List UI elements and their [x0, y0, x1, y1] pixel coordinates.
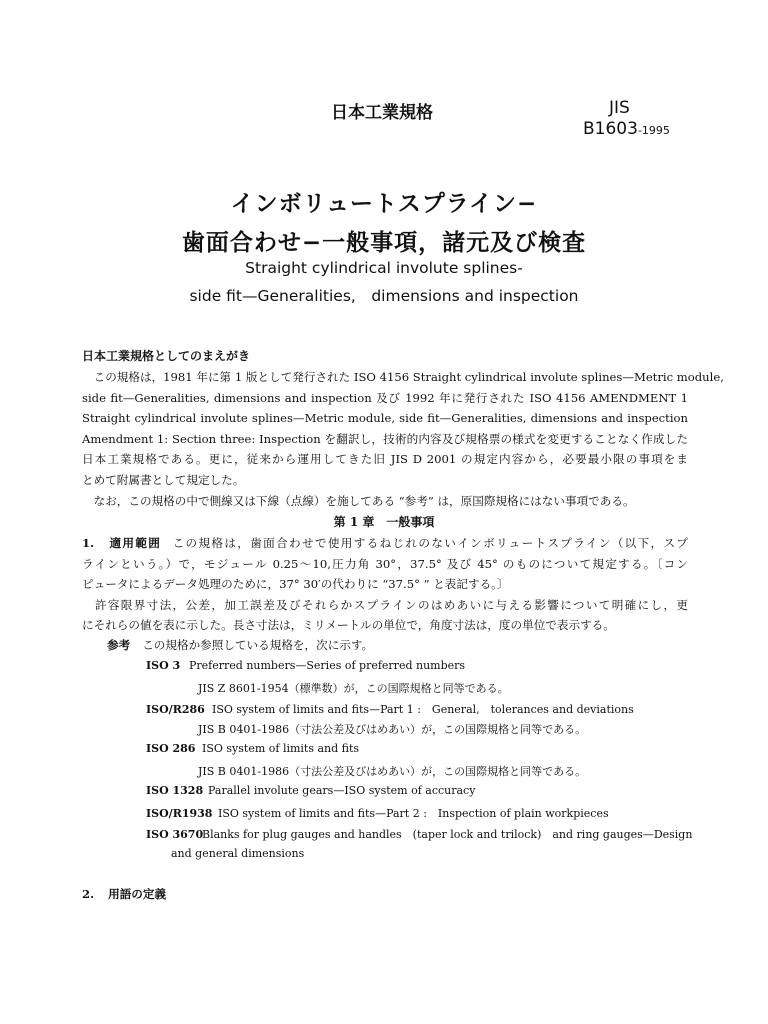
- reference-text: JIS B 0401-1986（寸法公差及びはめあい）が，この国際規格と同等である。: [198, 723, 587, 736]
- title-en-line2: side fit—Generalities, dimensions and inspection: [189, 287, 579, 305]
- reference-code: ISO 3670: [146, 828, 204, 841]
- reference-item: [146, 742, 359, 755]
- reference-continuation: [171, 847, 304, 860]
- reference-equivalent: [198, 721, 586, 737]
- preface-line: 日本工業規格である。更に，従来から運用してきた旧 JIS D 2001 の規定内容から，必要最小限の事項をま: [82, 452, 688, 467]
- reference-intro: [107, 637, 373, 653]
- reference-text: ISO system of limits and fits—Part 1 : General, tolerances and deviations: [212, 703, 634, 716]
- reference-item: [146, 701, 634, 717]
- title-jp-line1: インボリュートスプライン−: [230, 191, 538, 217]
- reference-code: ISO 1328: [146, 784, 204, 797]
- header-std-year: -1995: [637, 124, 670, 137]
- section2-title: 用語の定義: [108, 887, 167, 901]
- section1-number: 1.: [82, 536, 95, 550]
- section1-line: にそれらの値を表に示した。長さ寸法は，ミリメートルの単位で，角度寸法は，度の単位で表示する。: [82, 618, 615, 633]
- reference-text: ISO system of limits and fits—Part 2 : Inspection of plain workpieces: [218, 807, 609, 820]
- title-en-line1: Straight cylindrical involute splines-: [245, 259, 523, 277]
- header-std-prefix: JIS: [609, 98, 630, 118]
- reference-text: JIS Z 8601-1954（標準数）が，この国際規格と同等である。: [198, 682, 509, 695]
- reference-code: ISO/R286: [146, 703, 205, 716]
- reference-code: ISO 286: [146, 742, 196, 755]
- section1-line: ピュータによるデータ処理のために，37° 30′の代わりに “37.5° ” と表記する。〕: [82, 577, 509, 592]
- reference-equivalent: [198, 763, 586, 779]
- header-std-number: B1603: [583, 119, 638, 139]
- preface-line: side fit—Generalities, dimensions and inspection 及び 1992 年に発行された ISO 4156 AMENDMENT 1: [82, 390, 688, 405]
- reference-text: JIS B 0401-1986（寸法公差及びはめあい）が，この国際規格と同等である。: [198, 765, 587, 778]
- section1-title: 適用範囲: [108, 536, 162, 550]
- reference-text: ISO system of limits and fits: [202, 742, 360, 755]
- reference-item: [146, 784, 475, 797]
- reference-text: Parallel involute gears—ISO system of accuracy: [208, 784, 476, 797]
- preface-line: Straight cylindrical involute splines—Metric module, side fit—Generalities, dimensions and inspection: [82, 411, 688, 426]
- section1-body: [82, 533, 688, 636]
- reference-item: [146, 659, 465, 672]
- reference-text: Preferred numbers—Series of preferred numbers: [189, 659, 466, 672]
- section2-heading: [82, 886, 166, 902]
- header-std-id: [583, 119, 670, 139]
- reference-text: and general dimensions: [171, 847, 305, 860]
- preface-line: とめて附属書として規定した。: [82, 472, 245, 487]
- preface-paragraph: [82, 367, 724, 511]
- preface-heading: 日本工業規格としてのまえがき: [82, 349, 251, 363]
- reference-code: ISO/R1938: [146, 807, 213, 820]
- reference-code: ISO 3: [146, 659, 181, 672]
- section1-line: [82, 533, 688, 554]
- chapter-heading: 第 1 章 一般事項: [333, 515, 435, 529]
- reference-item: [146, 826, 693, 842]
- preface-line: この規格は，1981 年に第 1 版として発行された ISO 4156 Straight cylindrical involute splines—Metric module,: [82, 370, 724, 384]
- section1-line: 許容限界寸法，公差，加工誤差及びそれらかスプラインのはめあいに与える影響について明確にし，更: [82, 597, 688, 612]
- reference-label: 参考: [107, 638, 131, 652]
- section2-number: 2.: [82, 887, 95, 901]
- reference-equivalent: [198, 680, 509, 696]
- section1-line: ラインという。）で，モジュール 0.25〜10,圧力角 30°，37.5° 及び 45° のものについて規定する。〔コン: [82, 556, 688, 571]
- preface-line: Amendment 1: Section three: Inspection を翻訳し，技術的内容及び規格票の様式を変更することなく作成した: [82, 431, 688, 446]
- section1-text: この規格は，歯面合わせで使用するねじれのないインボリュートスプライン（以下，スプ: [171, 536, 688, 550]
- header-org: 日本工業規格: [331, 103, 433, 123]
- reference-intro-text: この規格か参照している規格を，次に示す。: [142, 638, 374, 652]
- title-jp-line2: 歯面合わせ−一般事項，諸元及び検査: [181, 230, 587, 256]
- reference-text: Blanks for plug gauges and handles (taper lock and trilock) and ring gauges—Design: [202, 828, 693, 841]
- preface-note: なお，この規格の中で側線又は下線（点線）を施してある “参考” は，原国際規格にはない事項である。: [82, 493, 635, 508]
- reference-item: [146, 805, 609, 821]
